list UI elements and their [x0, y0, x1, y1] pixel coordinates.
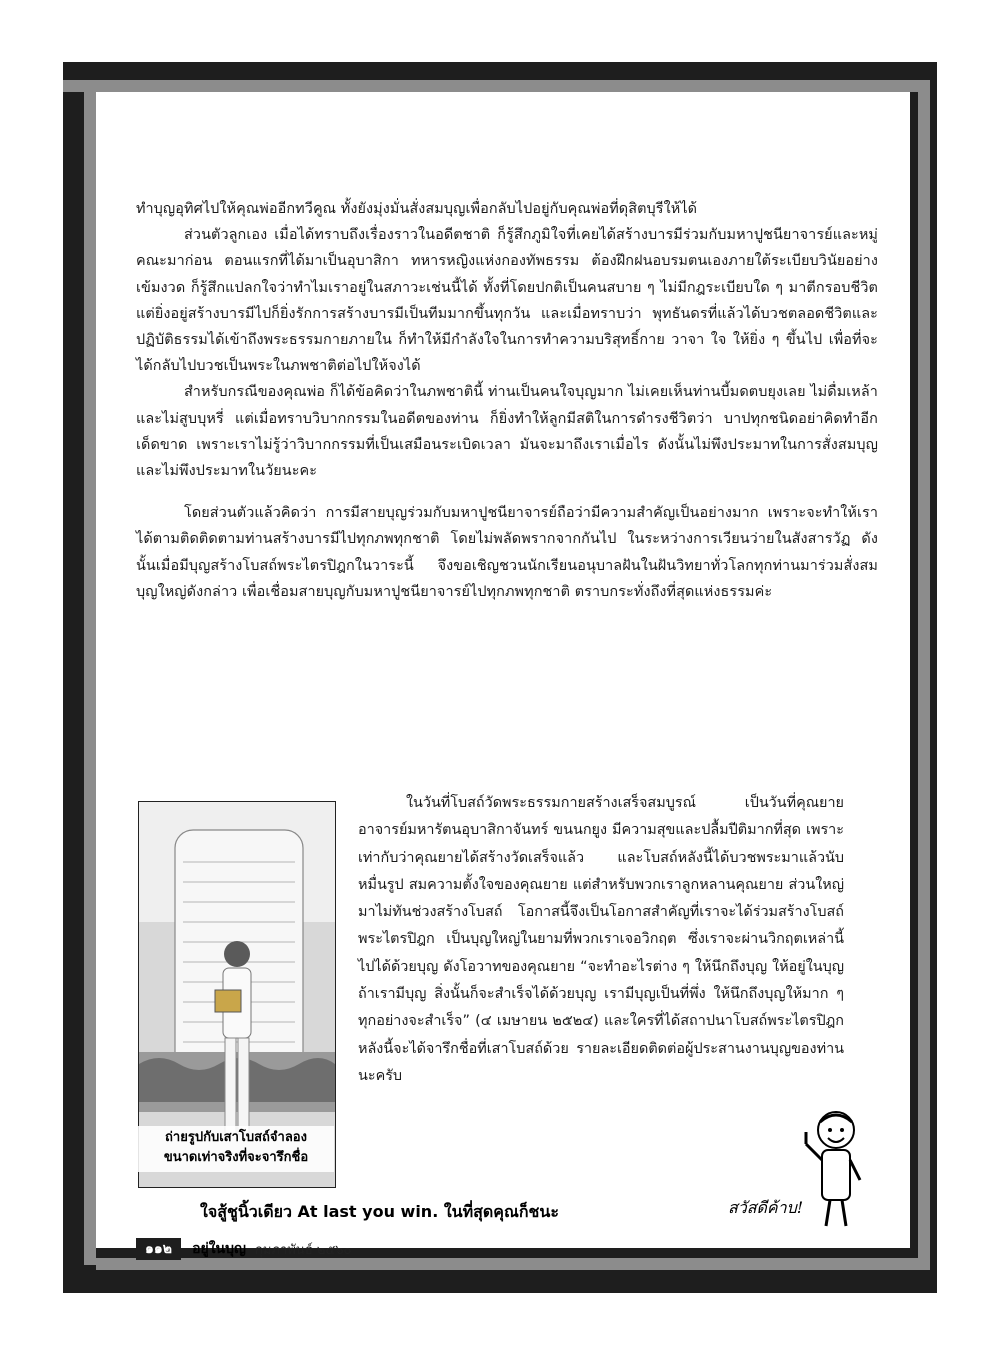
- closing-paragraph: ในวันที่โบสถ์วัดพระธรรมกายสร้างเสร็จสมบูรณ์ เป็นวันที่คุณยายอาจารย์มหารัตนอุบาสิกาจันทร์ ขนนกยูง มีความสุขและปลื้มปีติมากที่สุด เพราะเท่ากับว่าคุณยายได้สร้างวัดเสร็จแล้ว และโบสถ์หลังนี้ได้บวชพระมาแล้วนับหมื่นรูป สมความตั้งใจของคุณยาย แต่สำหรับพวกเราลูกหลานคุณยาย ส่วนใหญ่มาไม่ทันช่วงสร้างโบสถ์ โอกาสนี้จึงเป็นโอกาสสำคัญที่เราจะได้ร่วมสร้างโบสถ์พระไตรปิฎก เป็นบุญใหญ่ในยามที่พวกเราเจอวิกฤต ซึ่งเราจะผ่านวิกฤตเหล่านี้ไปได้ด้วยบุญ ดังโอวาทของคุณยาย “จะทำอะไรต่าง ๆ ให้นึกถึงบุญ ให้อยู่ในบุญ ถ้าเรามีบุญ สิ่งนั้นก็จะสำเร็จได้ด้วยบุญ เรามีบุญเป็นที่พึ่ง ให้นึกถึงบุญให้มาก ๆ ทุกอย่างจะสำเร็จ” (๔ เมษายน ๒๕๒๔) และใครที่ได้สถาปนาโบสถ์พระไตรปิฎกหลังนี้จะได้จารึกชื่อที่เสาโบสถ์ด้วย รายละเอียดติดต่อผู้ประสานงานบุญของท่านนะครับ: [358, 795, 844, 1084]
- magazine-name: อยู่ในบุญ: [192, 1241, 246, 1257]
- issue-date: กุมภาพันธ์ ๒๕๖๐: [255, 1242, 352, 1258]
- slogan: ใจสู้ชูนิ้วเดียว At last you win. ในที่สุดคุณก็ชนะ: [200, 1202, 559, 1221]
- cartoon-man-icon: [800, 1104, 872, 1229]
- article-paragraph: ส่วนตัวลูกเอง เมื่อได้ทราบถึงเรื่องราวในอดีตชาติ ก็รู้สึกภูมิใจที่เคยได้สร้างบารมีร่วมกับมหาปูชนียาจารย์และหมู่คณะมาก่อน ตอนแรกที่ได้มาเป็นอุบาสิกา ทหารหญิงแห่งกองทัพธรรม ต้องฝึกฝนอบรมตนเองภายใต้ระเบียบวินัยอย่างเข้มงวด ก็รู้สึกแปลกใจว่าทำไมเราอยู่ในสภาวะเช่นนี้ได้ ทั้งที่โดยปกติเป็นคนสบาย ๆ ไม่มีกฎระเบียบใด ๆ มาตีกรอบชีวิต แต่ยิ่งอยู่สร้างบารมีไปก็ยิ่งรักการสร้างบารมีเป็นทีมมากขึ้นทุกวัน และเมื่อทราบว่า พุทธันดรที่แล้วได้บวชตลอดชีวิตและปฏิบัติธรรมได้เข้าถึงพระธรรมกายภายใน ก็ทำให้มีกำลังใจในการทำความบริสุทธิ์กาย วาจา ใจ ให้ยิ่ง ๆ ขึ้นไป เพื่อที่จะได้กลับไปบวชเป็นพระในภพชาติต่อไปให้จงได้: [136, 227, 878, 375]
- article-paragraph: สำหรับกรณีของคุณพ่อ ก็ได้ข้อคิดว่าในภพชาตินี้ ท่านเป็นคนใจบุญมาก ไม่เคยเห็นท่านบี้มดตบยุงเลย ไม่ดื่มเหล้าและไม่สูบบุหรี่ แต่เมื่อทราบวิบากกรรมในอดีตของท่าน ก็ยิ่งทำให้ลูกมีสติในการดำรงชีวิตว่า บาปทุกชนิดอย่าคิดทำอีกเด็ดขาด เพราะเราไม่รู้ว่าวิบากกรรมที่เป็นเสมือนระเบิดเวลา มันจะมาถึงเราเมื่อไร ดังนั้นไม่พึงประมาทในการสั่งสมบุญ และไม่พึงประมาทในวัยนะคะ: [136, 384, 878, 480]
- article-paragraph: โดยส่วนตัวแล้วคิดว่า การมีสายบุญร่วมกับมหาปูชนียาจารย์ถือว่ามีความสำคัญเป็นอย่างมาก เพราะจะทำให้เราได้ตามติดติดตามท่านสร้างบารมีไปทุกภพทุกชาติ โดยไม่พลัดพรากจากกันไป ในระหว่างการเวียนว่ายในสังสารวัฏ ดังนั้นเมื่อมีบุญสร้างโบสถ์พระไตรปิฎกในวาระนี้ จึงขอเชิญชวนนักเรียนอนุบาลฝันในฝันวิทยาทั่วโลกทุกท่านมาร่วมสั่งสมบุญใหญ่ดังกล่าว เพื่อเชื่อมสายบุญกับมหาปูชนียาจารย์ไปทุกภพทุกชาติ ตราบกระทั่งถึงที่สุดแห่งธรรมค่ะ: [136, 505, 878, 600]
- closing-text: [358, 790, 844, 1090]
- page-number: ๑๑๒: [136, 1238, 181, 1260]
- page-footer: [136, 1238, 351, 1262]
- frame-border-top: [63, 80, 918, 92]
- article-paragraph: ทำบุญอุทิศไปให้คุณพ่ออีกทวีคูณ ทั้งยังมุ่งมั่นสั่งสมบุญเพื่อกลับไปอยู่กับคุณพ่อที่ดุสิตบุรีให้ได้: [136, 201, 698, 217]
- caption-line: ถ่ายรูปกับเสาโบสถ์จำลอง: [165, 1130, 307, 1145]
- photo-caption: [138, 1126, 334, 1172]
- caption-line: ขนาดเท่าจริงที่จะจารึกชื่อ: [163, 1150, 309, 1165]
- signature: สวัสดีค้าบ!: [728, 1198, 804, 1217]
- frame-border-left: [84, 80, 96, 1265]
- article-body: [136, 196, 878, 605]
- frame-border-right: [918, 80, 930, 1270]
